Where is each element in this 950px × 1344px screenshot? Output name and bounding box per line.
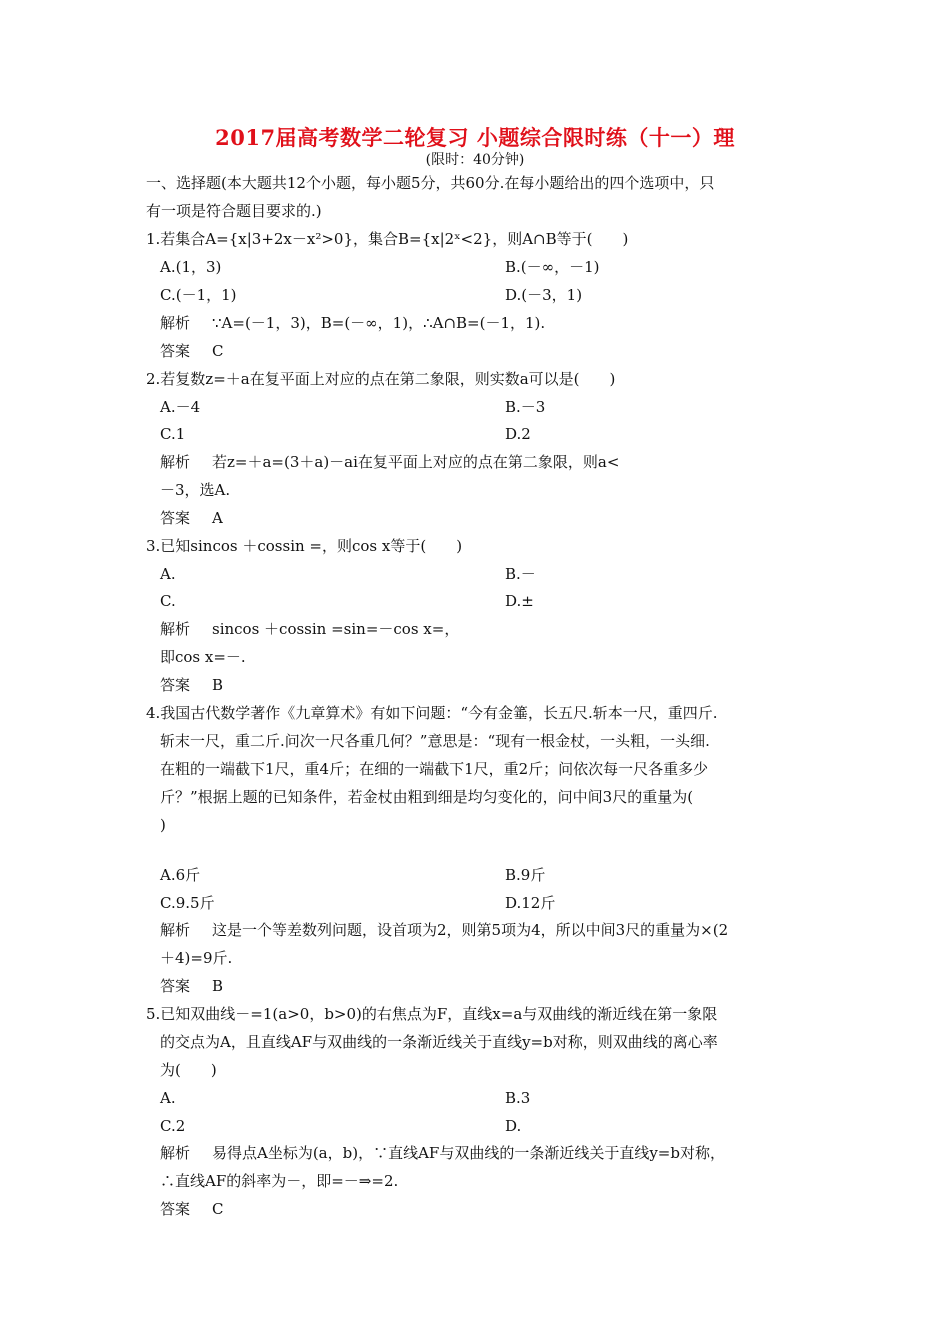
option-d: D.2: [505, 425, 531, 443]
answer-value: B: [212, 676, 224, 694]
section-intro-line: 一、选择题(本大题共12个小题，每小题5分，共60分.在每小题给出的四个选项中，只: [146, 174, 715, 192]
time-limit: (限时：40分钟): [425, 152, 525, 168]
option-c: C.1: [160, 425, 186, 443]
option-d: D.(－3，1): [505, 286, 583, 304]
analysis-label: 解析: [160, 921, 191, 939]
answer-value: B: [212, 977, 224, 995]
analysis-label: 解析: [160, 314, 191, 332]
option-d: D.±: [505, 592, 534, 610]
analysis-continuation: ＋4)=9斤.: [160, 949, 233, 967]
analysis-continuation: ∴直线AF的斜率为－，即=－⇒=2.: [160, 1172, 399, 1190]
option-b: B.－: [505, 565, 536, 583]
answer: [160, 976, 223, 996]
document-title: 2017届高考数学二轮复习 小题综合限时练（十一）理: [215, 125, 735, 150]
question-4-stem-line: 斤？”根据上题的已知条件，若金杖由粗到细是均匀变化的，问中间3尺的重量为(: [160, 788, 694, 806]
answer-label: 答案: [160, 1200, 191, 1218]
question-1-stem: 1.若集合A={x|3+2x－x²>0}，集合B={x|2ˣ<2}，则A∩B等于( ): [146, 230, 629, 248]
analysis-text: 这是一个等差数列问题，设首项为2，则第5项为4，所以中间3尺的重量为×(2: [212, 921, 729, 939]
answer: [160, 508, 223, 528]
answer-label: 答案: [160, 676, 191, 694]
analysis-continuation: 即cos x=－.: [160, 648, 246, 666]
option-c: C.2: [160, 1117, 186, 1135]
analysis: [160, 1143, 725, 1163]
question-3-stem: 3.已知sincos ＋cossin =，则cos x等于( ): [146, 537, 463, 555]
analysis-text: sincos ＋cossin =sin=－cos x=，: [212, 620, 460, 638]
answer: [160, 1199, 223, 1219]
option-a: A.: [160, 565, 176, 583]
analysis: [160, 920, 728, 940]
analysis-text: 易得点A坐标为(a，b)，∵直线AF与双曲线的一条渐近线关于直线y=b对称，: [212, 1144, 725, 1162]
option-d: D.: [505, 1117, 522, 1135]
answer-value: C: [212, 1200, 224, 1218]
answer: [160, 675, 223, 695]
option-a: A.(1，3): [160, 258, 222, 276]
question-4-stem: 4.我国古代数学著作《九章算术》有如下问题：“今有金箠，长五尺.斩本一尺，重四斤.: [146, 704, 718, 722]
question-4-stem-line: 斩末一尺，重二斤.问次一尺各重几何？”意思是：“现有一根金杖，一头粗，一头细.: [160, 732, 710, 750]
section-intro-line: 有一项是符合题目要求的.): [146, 202, 322, 220]
option-a: A.6斤: [160, 866, 201, 884]
question-4-stem-line: 在粗的一端截下1尺，重4斤；在细的一端截下1尺，重2斤；问依次每一尺各重多少: [160, 760, 709, 778]
analysis-continuation: －3，选A.: [160, 481, 231, 499]
option-a: A.: [160, 1089, 176, 1107]
option-b: B.9斤: [505, 866, 546, 884]
answer-label: 答案: [160, 342, 191, 360]
analysis: [160, 452, 619, 472]
analysis: [160, 619, 459, 639]
question-2-stem: 2.若复数z=＋a在复平面上对应的点在第二象限，则实数a可以是( ): [146, 370, 616, 388]
analysis-label: 解析: [160, 453, 191, 471]
analysis-label: 解析: [160, 620, 191, 638]
answer-value: C: [212, 342, 224, 360]
answer-label: 答案: [160, 977, 191, 995]
option-c: C.9.5斤: [160, 894, 215, 912]
question-4-stem-line: ): [160, 816, 166, 834]
option-a: A.－4: [160, 398, 201, 416]
analysis-text: ∵A=(－1，3)，B=(－∞，1)，∴A∩B=(－1，1).: [212, 314, 546, 332]
option-c: C.: [160, 592, 176, 610]
answer-label: 答案: [160, 509, 191, 527]
answer: [160, 341, 223, 361]
question-5-stem-line: 为( ): [160, 1061, 217, 1079]
question-5-stem-line: 的交点为A，且直线AF与双曲线的一条渐近线关于直线y=b对称，则双曲线的离心率: [160, 1033, 718, 1051]
option-c: C.(－1，1): [160, 286, 237, 304]
analysis-text: 若z=＋a=(3＋a)－ai在复平面上对应的点在第二象限，则a<: [212, 453, 620, 471]
analysis-label: 解析: [160, 1144, 191, 1162]
option-b: B.3: [505, 1089, 531, 1107]
option-b: B.－3: [505, 398, 546, 416]
answer-value: A: [212, 509, 223, 527]
option-b: B.(－∞，－1): [505, 258, 600, 276]
analysis: [160, 313, 545, 333]
option-d: D.12斤: [505, 894, 556, 912]
question-5-stem: 5.已知双曲线－=1(a>0，b>0)的右焦点为F，直线x=a与双曲线的渐近线在第一象限: [146, 1005, 718, 1023]
